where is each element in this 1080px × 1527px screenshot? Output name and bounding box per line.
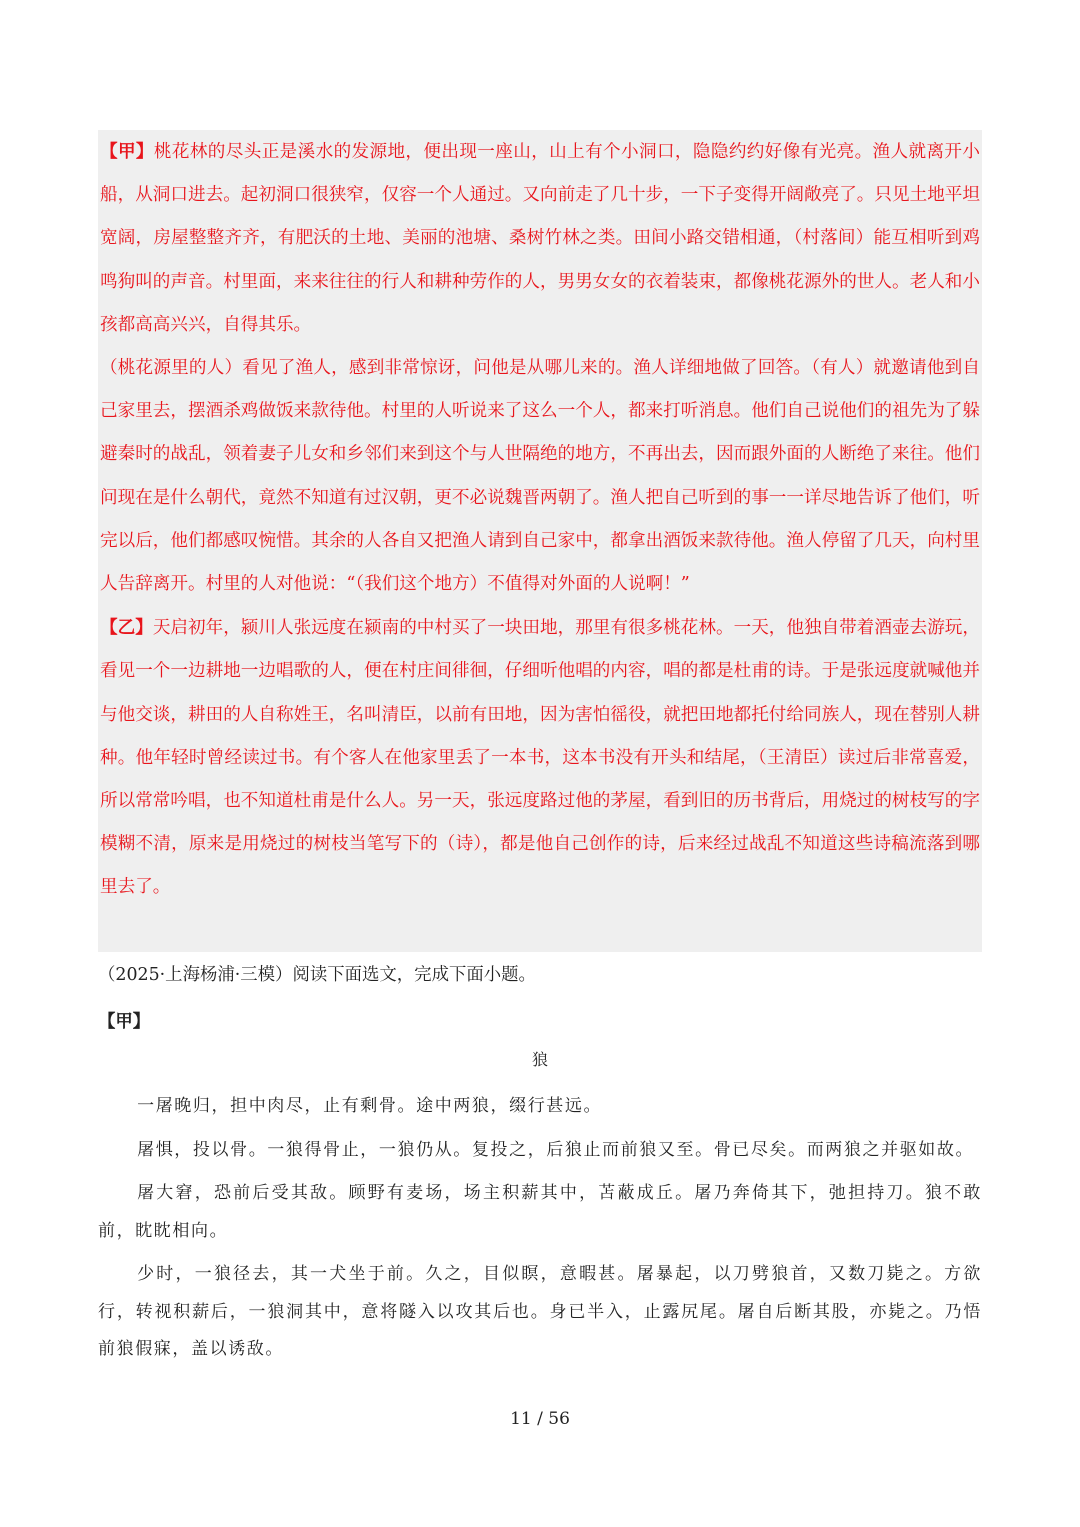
jia-paragraph-1-text: 桃花林的尽头正是溪水的发源地，便出现一座山，山上有个小洞口，隐隐约约好像有光亮。渔人就离开小船，从洞口进去。起初洞口很狭窄，仅容一个人通过。又向前走了几十步，一下子变得开阔敞亮了。只见土地平坦宽阔，房屋整整齐齐，有肥沃的土地、美丽的池塘、桑树竹林之类。田间小路交错相通，（村落间）能互相听到鸡鸣狗叫的声音。村里面，来来往往的行人和耕种劳作的人，男男女女的衣着装束，都像桃花源外的世人。老人和小孩都高高兴兴，自得其乐。 [100,142,980,335]
jia-marker: 【甲】 [100,141,154,162]
question-source: （2025·上海杨浦·三模）阅读下面选文，完成下面小题。 [98,965,536,985]
page-number: 11 / 56 [510,1409,570,1429]
answer-yi-paragraph [98,606,982,909]
passage-paragraph: 屠惧，投以骨。一狼得骨止，一狼仍从。复投之，后狼止而前狼又至。骨已尽矣。而两狼之并驱如故。 [137,1139,975,1160]
yi-marker: 【乙】 [100,617,153,639]
yi-paragraph-text: 天启初年，颍川人张远度在颍南的中村买了一块田地，那里有很多桃花林。一天，他独自带着酒壶去游玩，看见一个一边耕地一边唱歌的人，便在村庄间徘徊，仔细听他唱的内容，唱的都是杜甫的诗。于是张远度就喊他并与他交谈，耕田的人自称姓王，名叫清臣，以前有田地，因为害怕徭役，就把田地都托付给同族人，现在替别人耕种。他年轻时曾经读过书。有个客人在他家里丢了一本书，这本书没有开头和结尾，（王清臣）读过后非常喜爱，所以常常吟唱，也不知道杜甫是什么人。另一天，张远度路过他的茅屋，看到旧的历书背后，用烧过的树枝写的字模糊不清，原来是用烧过的树枝当笔写下的（诗），都是他自己创作的诗，后来经过战乱不知道这些诗稿流落到哪里去了。 [100,618,980,898]
passage-paragraph: 一屠晚归，担中肉尽，止有剩骨。途中两狼，缀行甚远。 [137,1096,603,1116]
passage-title: 狼 [531,1050,548,1069]
classical-passage [98,1088,982,1369]
section-label-jia: 【甲】 [98,1012,151,1032]
answer-translation-block [98,130,982,952]
answer-jia-paragraph-1 [98,130,982,347]
answer-jia-paragraph-2: （桃花源里的人）看见了渔人，感到非常惊讶，问他是从哪儿来的。渔人详细地做了回答。（有人）就邀请他到自己家里去，摆酒杀鸡做饭来款待他。村里的人听说来了这么一个人，都来打听消息。他们自己说他们的祖先为了躲避秦时的战乱，领着妻子儿女和乡邻们来到这个与人世隔绝的地方，不再出去，因而跟外面的人断绝了来往。他们问现在是什么朝代，竟然不知道有过汉朝，更不必说魏晋两朝了。渔人把自己听到的事一一详尽地告诉了他们，听完以后，他们都感叹惋惜。其余的人各自又把渔人请到自己家中，都拿出酒饭来款待他。渔人停留了几天，向村里人告辞离开。村里的人对他说：“（我们这个地方）不值得对外面的人说啊！” [100,358,980,595]
passage-paragraph: 少时，一狼径去，其一犬坐于前。久之，目似瞑，意暇甚。屠暴起，以刀劈狼首，又数刀毙之。方欲行，转视积薪后，一狼洞其中，意将隧入以攻其后也。身已半入，止露尻尾。屠自后断其股，亦毙之。乃悟前狼假寐，盖以诱敌。 [98,1264,982,1359]
passage-paragraph: 屠大窘，恐前后受其敌。顾野有麦场，场主积薪其中，苫蔽成丘。屠乃奔倚其下，弛担持刀。狼不敢前，眈眈相向。 [98,1183,982,1241]
